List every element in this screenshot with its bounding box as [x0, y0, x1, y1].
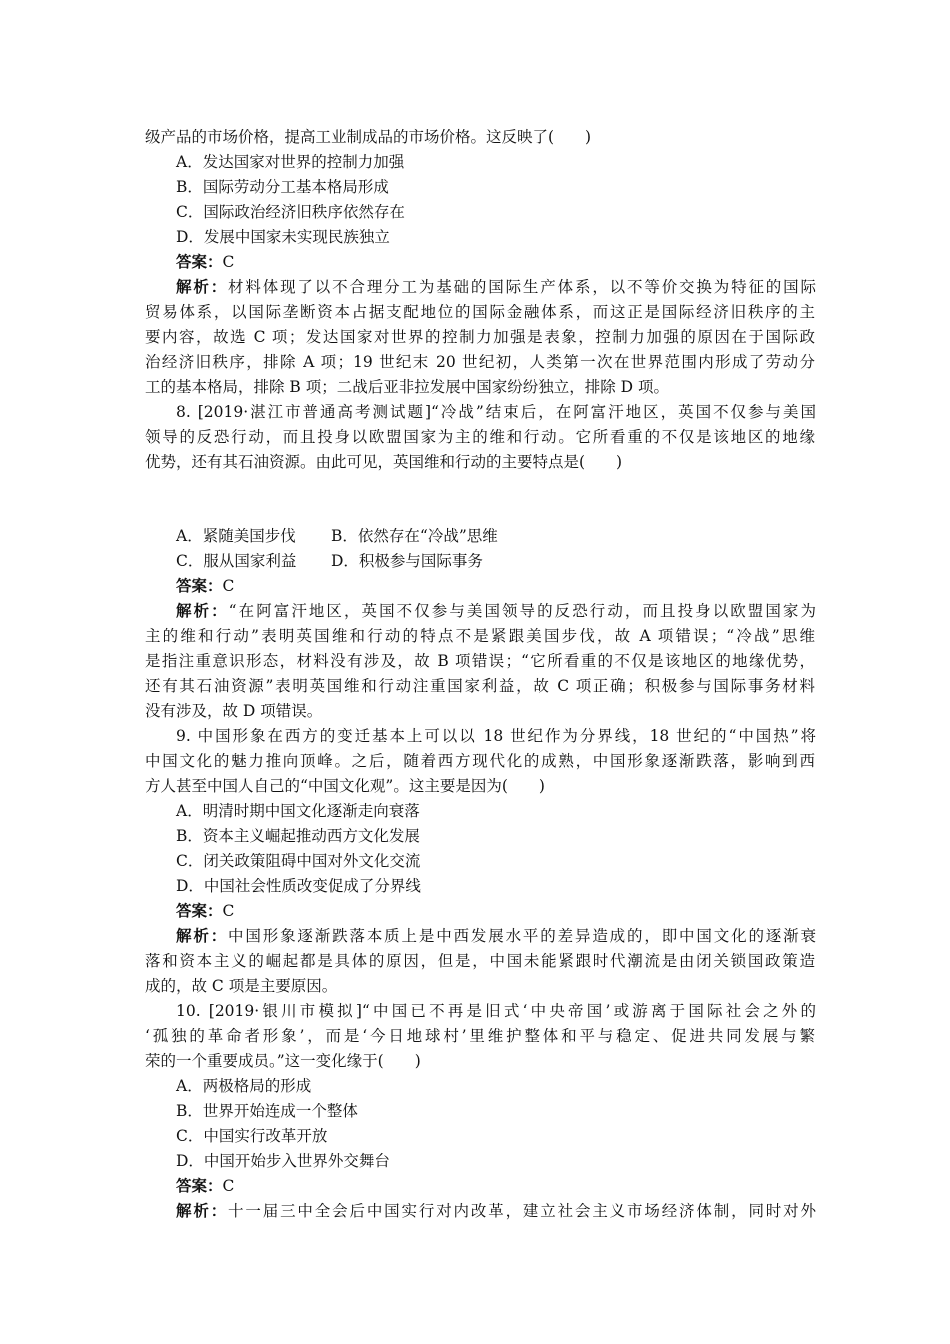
answer-label: 答案：	[176, 1176, 223, 1195]
q8-stem-line-1: 8. [2019·湛江市普通高考测试题]“冷战”结束后，在阿富汗地区，英国不仅参与美国	[176, 403, 816, 421]
answer-value: C	[222, 902, 235, 920]
answer-value: C	[222, 253, 235, 271]
q7-analysis-line-5: 工的基本格局，排除 B 项；二战后亚非拉发展中国家纷纷独立，排除 D 项。	[145, 378, 670, 396]
analysis-text: 十一届三中全会后中国实行对内改革，建立社会主义市场经济体制，同时对外	[228, 1202, 816, 1220]
analysis-label: 解析：	[176, 277, 229, 296]
q7-option-b: B．国际劳动分工基本格局形成	[176, 178, 389, 196]
q9-option-d: D．中国社会性质改变促成了分界线	[176, 877, 421, 895]
q9-analysis-line-2: 落和资本主义的崛起都是具体的原因，但是，中国未能紧跟时代潮流是由闭关锁国政策造	[145, 952, 815, 970]
q8-stem-line-2: 领导的反恐行动，而且投身以欧盟国家为主的维和行动。它所看重的不仅是该地区的地缘	[145, 428, 815, 446]
q9-answer	[176, 900, 816, 922]
q7-analysis-line-3: 要内容，故选 C 项；发达国家对世界的控制力加强是表象，控制力加强的原因在于国际政	[145, 328, 815, 346]
q9-stem-line-2: 中国文化的魅力推向顶峰。之后，随着西方现代化的成熟，中国形象逐渐跌落，影响到西	[145, 752, 815, 770]
answer-value: C	[222, 1177, 235, 1195]
q10-stem-line-2: ‘孤独的革命者形象’，而是‘今日地球村’里维护整体和平与稳定、促进共同发展与繁	[145, 1027, 815, 1045]
q10-stem-line-1: 10. [2019·银川市模拟]“中国已不再是旧式‘中央帝国’或游离于国际社会之外的	[176, 1002, 816, 1020]
q7-option-a: A．发达国家对世界的控制力加强	[176, 153, 405, 171]
q10-option-c: C．中国实行改革开放	[176, 1127, 328, 1145]
q9-analysis-line-1	[176, 925, 816, 947]
q8-analysis-line-4: 还有其石油资源”表明英国维和行动注重国家利益，故 C 项正确；积极参与国际事务材料	[145, 677, 815, 695]
q7-analysis-line-2: 贸易体系，以国际垄断资本占据支配地位的国际金融体系，而这正是国际经济旧秩序的主	[145, 303, 815, 321]
q9-stem-line-3: 方人甚至中国人自己的“中国文化观”。这主要是因为( )	[145, 777, 545, 795]
q9-analysis-line-3: 成的，故 C 项是主要原因。	[145, 977, 338, 995]
q9-stem-line-1: 9. 中国形象在西方的变迁基本上可以以 18 世纪作为分界线，18 世纪的“中国热”将	[176, 727, 816, 745]
q7-option-d: D．发展中国家未实现民族独立	[176, 228, 390, 246]
analysis-text: 材料体现了以不合理分工为基础的国际生产体系，以不等价交换为特征的国际	[228, 278, 816, 296]
q8-analysis-line-3: 是指注重意识形态，材料没有涉及，故 B 项错误；“它所看重的不仅是该地区的地缘优势，	[145, 652, 815, 670]
answer-value: C	[222, 577, 235, 595]
q8-option-b: B．依然存在“冷战”思维	[331, 527, 498, 545]
q7-analysis-line-4: 治经济旧秩序，排除 A 项；19 世纪末 20 世纪初，人类第一次在世界范围内形成了劳动分	[145, 353, 815, 371]
analysis-label: 解析：	[176, 1201, 229, 1220]
q10-stem-line-3: 荣的一个重要成员。”这一变化缘于( )	[145, 1052, 421, 1070]
analysis-label: 解析：	[176, 601, 229, 620]
q8-analysis-line-1	[176, 600, 816, 622]
q9-option-a: A．明清时期中国文化逐渐走向衰落	[176, 802, 420, 820]
analysis-label: 解析：	[176, 926, 229, 945]
q8-options-row-2	[176, 550, 816, 572]
q8-options-row-1	[176, 525, 816, 547]
answer-label: 答案：	[176, 901, 223, 920]
q10-option-d: D．中国开始步入世界外交舞台	[176, 1152, 390, 1170]
analysis-text: 中国形象逐渐跌落本质上是中西发展水平的差异造成的，即中国文化的逐渐衰	[228, 927, 816, 945]
q10-option-a: A．两极格局的形成	[176, 1077, 312, 1095]
q8-option-d: D．积极参与国际事务	[331, 552, 483, 570]
q10-analysis-line-1	[176, 1200, 816, 1222]
q7-answer	[176, 251, 816, 273]
q8-analysis-line-5: 没有涉及，故 D 项错误。	[145, 702, 323, 720]
q9-option-c: C．闭关政策阻碍中国对外文化交流	[176, 852, 421, 870]
q8-answer	[176, 575, 816, 597]
q8-stem-line-3: 优势，还有其石油资源。由此可见，英国维和行动的主要特点是( )	[145, 453, 623, 471]
q7-analysis-line-1	[176, 276, 816, 298]
q10-answer	[176, 1175, 816, 1197]
q9-option-b: B．资本主义崛起推动西方文化发展	[176, 827, 420, 845]
q8-analysis-line-2: 主的维和行动”表明英国维和行动的特点不是紧跟美国步伐，故 A 项错误；“冷战”思维	[145, 627, 815, 645]
q7-stem-tail: 级产品的市场价格，提高工业制成品的市场价格。这反映了( )	[145, 128, 592, 146]
q8-option-c: C．服从国家利益	[176, 552, 297, 570]
analysis-text: “在阿富汗地区，英国不仅参与美国领导的反恐行动，而且投身以欧盟国家为	[228, 602, 816, 620]
answer-label: 答案：	[176, 252, 223, 271]
q7-option-c: C．国际政治经济旧秩序依然存在	[176, 203, 405, 221]
answer-label: 答案：	[176, 576, 223, 595]
q10-option-b: B．世界开始连成一个整体	[176, 1102, 358, 1120]
q8-option-a: A．紧随美国步伐	[176, 527, 296, 545]
